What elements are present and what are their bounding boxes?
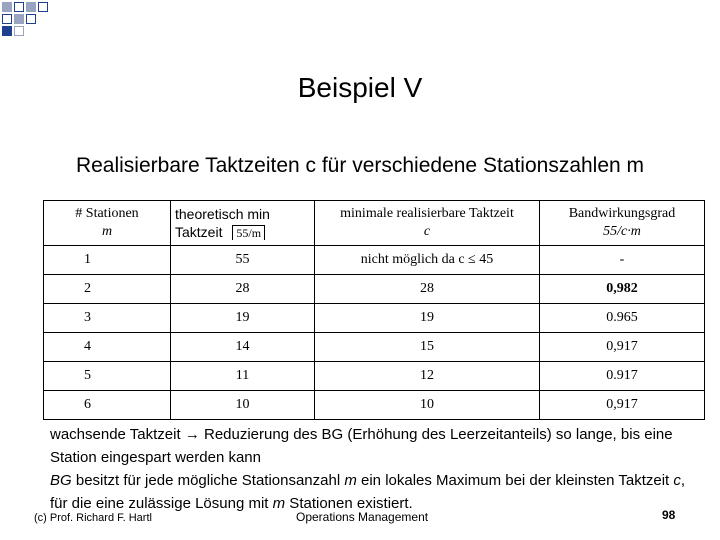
cell-real: 10 [315, 391, 540, 420]
cell-real: 15 [315, 333, 540, 362]
header-symbol: 55/c·m [603, 224, 641, 239]
note-text: , für die eine zulässige Lösung mit [50, 472, 686, 512]
slide-subtitle [0, 154, 720, 178]
note-text: Reduzierung des BG (Erhöhung des Leerzeitanteils) so lange, bis eine Station eingespart werden kann [50, 426, 673, 466]
cell-bg: 0,917 [540, 333, 705, 362]
cell-theo: 19 [171, 304, 315, 333]
footer-course: Operations Management [296, 510, 429, 524]
corner-square [2, 2, 12, 12]
note-text: Stationen existiert. [285, 495, 413, 512]
cell-bg: 0,917 [540, 391, 705, 420]
corner-decoration [0, 0, 60, 44]
header-bandwirkungsgrad [540, 201, 705, 246]
cell-theo: 11 [171, 362, 315, 391]
header-stationen [44, 201, 171, 246]
header-label: minimale realisierbare Taktzeit [340, 206, 514, 221]
cell-real: 12 [315, 362, 540, 391]
cell-theo: 10 [171, 391, 315, 420]
corner-square [38, 2, 48, 12]
cell-bg: 0,982 [540, 275, 705, 304]
table-row [44, 304, 705, 333]
cell-m: 6 [44, 391, 171, 420]
table-row [44, 391, 705, 420]
table-row [44, 275, 705, 304]
header-label: Taktzeit [175, 224, 223, 240]
subtitle-text: Realisierbare Taktzeiten c für verschiedene Stationszahlen m [75, 154, 645, 177]
cell-real: 19 [315, 304, 540, 333]
cell-m: 2 [44, 275, 171, 304]
corner-square [2, 14, 12, 24]
header-label: theoretisch min [175, 206, 270, 222]
cell-m: 5 [44, 362, 171, 391]
cell-m: 1 [44, 246, 171, 275]
note-emphasis: BG [50, 472, 72, 489]
arrow-icon: → [184, 426, 200, 443]
note-emphasis: m [272, 495, 286, 512]
notes-block [50, 423, 690, 515]
slide-title: Beispiel V [297, 72, 423, 103]
note-emphasis: m [344, 472, 357, 489]
corner-square [14, 2, 24, 12]
cell-theo: 55 [171, 246, 315, 275]
cell-bg: - [540, 246, 705, 275]
table-row [44, 362, 705, 391]
header-label: # Stationen [75, 206, 139, 221]
header-minimal [315, 201, 540, 246]
table-row [44, 246, 705, 275]
table-header-row [44, 201, 705, 246]
cell-m: 4 [44, 333, 171, 362]
corner-square [2, 26, 12, 36]
header-symbol: m [101, 224, 113, 239]
note-text: wachsende Taktzeit [50, 426, 185, 443]
ceiling-formula: 55/m [232, 225, 265, 240]
header-symbol: c [423, 224, 431, 239]
corner-square [26, 2, 36, 12]
note-text: besitzt für jede mögliche Stationsanzahl [71, 472, 345, 489]
cell-real: nicht möglich da c ≤ 45 [315, 246, 540, 275]
corner-square [26, 14, 36, 24]
footer-author: (c) Prof. Richard F. Hartl [34, 512, 152, 524]
cell-theo: 14 [171, 333, 315, 362]
corner-square [14, 26, 24, 36]
note-text: ein lokales Maximum bei der kleinsten Taktzeit [356, 472, 674, 489]
taktzeit-table [43, 200, 705, 420]
note-emphasis: c [673, 472, 681, 489]
cell-bg: 0.965 [540, 304, 705, 333]
header-label: Bandwirkungsgrad [568, 206, 676, 221]
page-number: 98 [662, 508, 676, 522]
cell-bg: 0.917 [540, 362, 705, 391]
cell-theo: 28 [171, 275, 315, 304]
table-row [44, 333, 705, 362]
header-theoretisch [171, 201, 315, 246]
corner-square [14, 14, 24, 24]
cell-real: 28 [315, 275, 540, 304]
cell-m: 3 [44, 304, 171, 333]
